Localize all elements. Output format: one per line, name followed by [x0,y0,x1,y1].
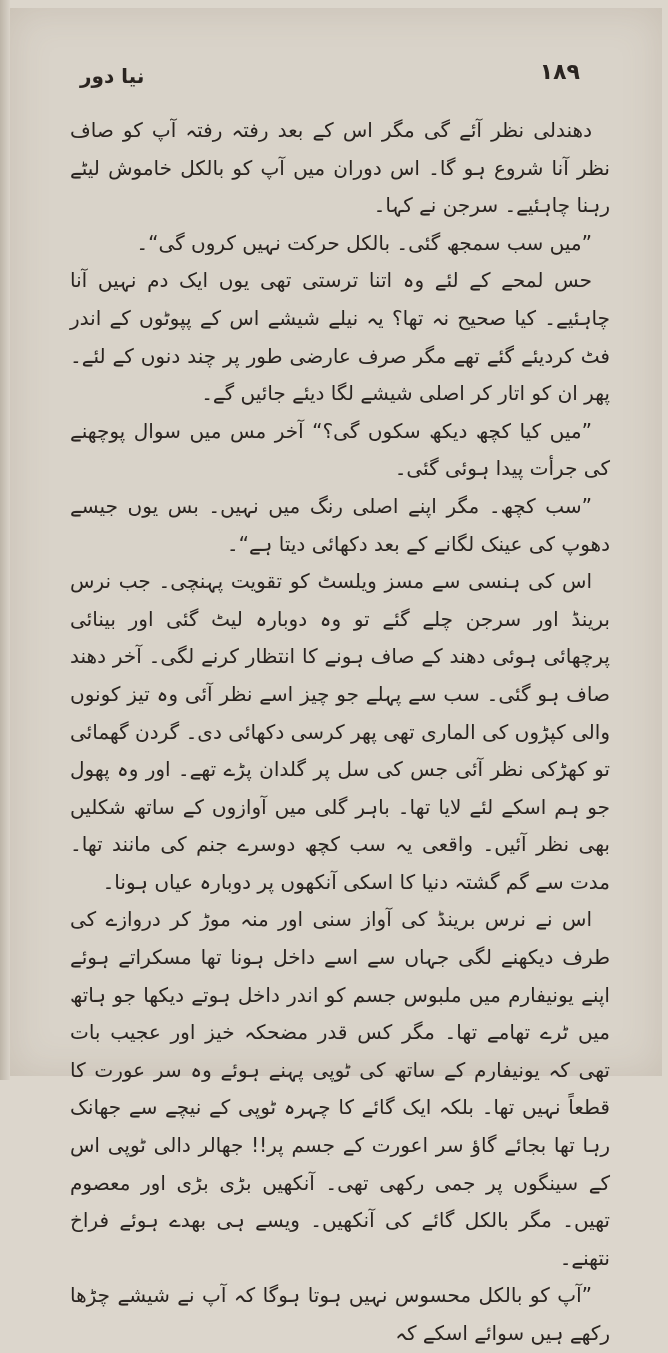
page-edge-shadow [0,0,10,1080]
paragraph: اس کی ہنسی سے مسز ویلسٹ کو تقویت پہنچی۔ جب نرس برینڈ اور سرجن چلے گئے تو وہ دوبارہ لیٹ گئی اور بینائی پرچھائی ہوئی دھند کے صاف ہونے کا انتظار کرنے لگی۔ آخر دھند صاف ہو گئی۔ سب سے پہلے جو چیز اسے نظر آئی وہ تیز کونوں والی کپڑوں کی الماری تھی پھر کرسی دکھائی دی۔ گردن گھمائی تو کھڑکی نظر آئی جس کی سل پر گلدان پڑے تھے۔ اور وہ پھول جو ہم اسکے لئے لایا تھا۔ باہر گلی میں آوازوں کے ساتھ شکلیں بھی نظر آئیں۔ واقعی یہ سب کچھ دوسرے جنم کی مانند تھا۔ مدت سے گم گشتہ دنیا کا اسکی آنکھوں پر دوبارہ عیاں ہونا۔ [70,569,610,894]
paragraph: ”میں سب سمجھ گئی۔ بالکل حرکت نہیں کروں گی“۔ [136,230,592,255]
page-header [80,60,580,96]
page-number: ۱۸۹ [539,60,580,85]
paragraph: دھندلی نظر آئے گی مگر اس کے بعد رفتہ رفتہ آپ کو صاف نظر آنا شروع ہو گا۔ اس دوران میں آپ کو بالکل خاموش لیٹے رہنا چاہئیے۔ سرجن نے کہا۔ [70,118,610,218]
paragraph: ”آپ کو بالکل محسوس نہیں ہوتا ہوگا کہ آپ نے شیشے چڑھا رکھے ہیں سوائے اسکے کہ [70,1283,610,1345]
paragraph: ”میں کیا کچھ دیکھ سکوں گی؟“ آخر مس میں سوال پوچھنے کی جرأت پیدا ہوئی گئی۔ [70,418,610,481]
paragraph: ”سب کچھ۔ مگر اپنے اصلی رنگ میں نہیں۔ بس یوں جیسے دھوپ کی عینک لگانے کے بعد دکھائی دیتا ہے“۔ [70,493,610,556]
running-title: نیا دور [80,64,145,88]
body-text [70,112,610,1353]
paragraph: اس نے نرس برینڈ کی آواز سنی اور منہ موڑ کر دروازے کی طرف دیکھنے لگی جہاں سے اسے داخل ہونا تھا مسکراتے ہوئے اپنے یونیفارم میں ملبوس جسم کو اندر داخل ہوتے دیکھا جو ہاتھ میں ٹرے تھامے تھا۔ مگر کس قدر مضحکہ خیز اور عجیب بات تھی کہ یونیفارم کے ساتھ کی ٹوپی پہنے ہوئے وہ سر عورت کا قطعاً نہیں تھا۔ بلکہ ایک گائے کا چہرہ ٹوپی کے نیچے سے جھانک رہا تھا بجائے گاؤ سر اعورت کے جسم پر!! جھالر دالی ٹوپی اس کے سینگوں پر جمی رکھی تھی۔ آنکھیں بڑی بڑی اور معصوم تھیں۔ مگر بالکل گائے کی آنکھیں۔ ویسے ہی بھدے ہوئے فراخ نتھنے۔ [70,907,610,1270]
paragraph: حس لمحے کے لئے وہ اتنا ترستی تھی یوں ایک دم نہیں آنا چاہئیے۔ کیا صحیح نہ تھا؟ یہ نیلے شیشے اس کے پپوٹوں کے اندر فٹ کردیئے گئے تھے مگر صرف عارضی طور پر چند دنوں کے لئے۔ پھر ان کو اتار کر اصلی شیشے لگا دیئے جائیں گے۔ [70,268,610,406]
